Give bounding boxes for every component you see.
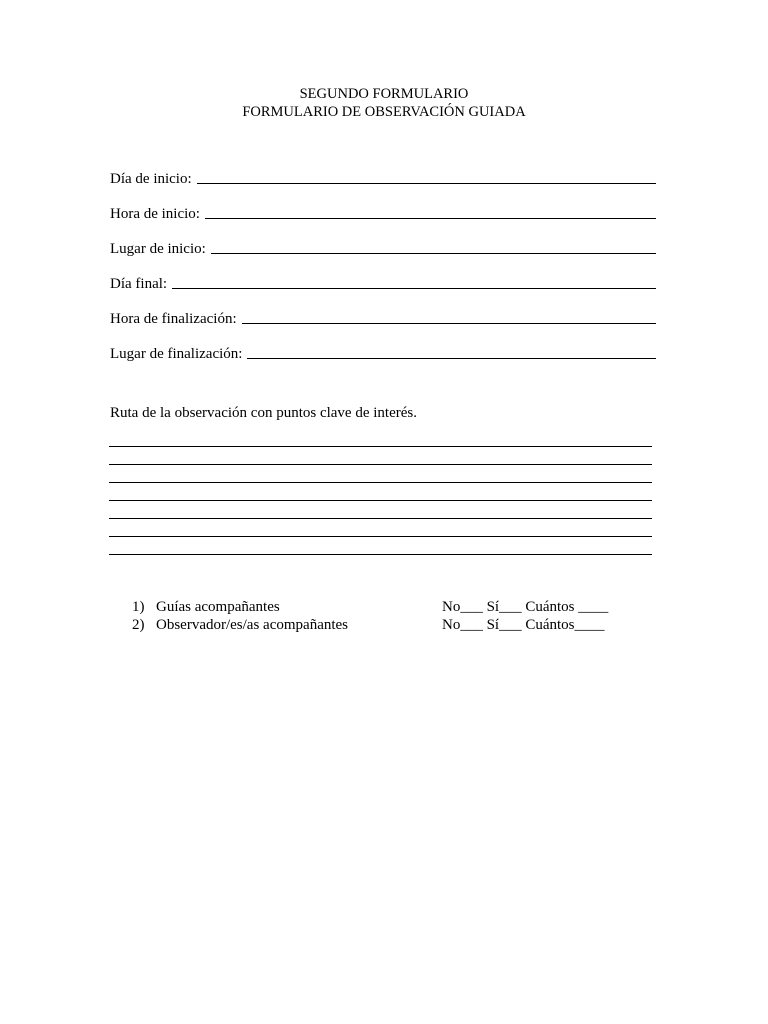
field-end-day[interactable] [110, 273, 656, 293]
item-answer-blanks[interactable]: No___ Sí___ Cuántos ____ [442, 599, 609, 615]
item-label: Observador/es/as acompañantes [156, 617, 349, 633]
fill-in-line[interactable] [247, 358, 656, 359]
field-end-time[interactable] [110, 308, 656, 328]
fill-in-line[interactable] [211, 253, 656, 254]
item-number: 1) [132, 599, 145, 615]
route-line[interactable] [109, 554, 652, 555]
form-title-line1: SEGUNDO FORMULARIO [299, 86, 469, 102]
route-line[interactable] [109, 446, 652, 447]
field-label: Lugar de inicio: [110, 241, 206, 257]
fill-in-line[interactable] [205, 218, 656, 219]
field-end-place[interactable] [110, 343, 656, 363]
route-line[interactable] [109, 482, 652, 483]
route-line[interactable] [109, 464, 652, 465]
field-label: Hora de finalización: [110, 311, 237, 327]
field-start-time[interactable] [110, 203, 656, 223]
fill-in-line[interactable] [172, 288, 656, 289]
item-answer-blanks[interactable]: No___ Sí___ Cuántos____ [442, 617, 605, 633]
field-start-place[interactable] [110, 238, 656, 258]
fill-in-line[interactable] [242, 323, 656, 324]
fill-in-line[interactable] [197, 183, 656, 184]
list-item-observers [132, 616, 632, 634]
field-label: Lugar de finalización: [110, 346, 243, 362]
list-item-guides [132, 598, 632, 616]
route-line[interactable] [109, 500, 652, 501]
field-label: Hora de inicio: [110, 206, 200, 222]
item-number: 2) [132, 617, 145, 633]
route-heading: Ruta de la observación con puntos clave de interés. [110, 405, 417, 421]
form-title-line2: FORMULARIO DE OBSERVACIÓN GUIADA [242, 104, 526, 120]
route-line[interactable] [109, 536, 652, 537]
item-label: Guías acompañantes [156, 599, 280, 615]
field-start-day[interactable] [110, 168, 656, 188]
field-label: Día de inicio: [110, 171, 192, 187]
field-label: Día final: [110, 276, 168, 292]
route-line[interactable] [109, 518, 652, 519]
